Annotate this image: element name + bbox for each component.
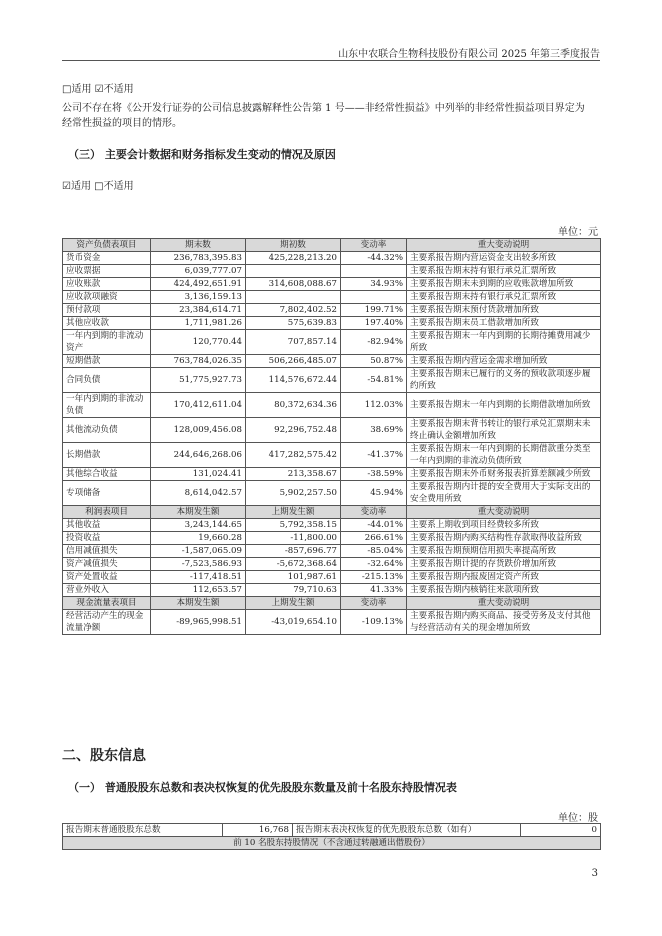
cell-current: -7,523,586.93 [151,558,246,571]
table-row [63,265,601,278]
cell-explanation: 主要系报告期内购买结构性存款取得收益所致 [407,532,601,545]
column-header-previous: 上期发生额 [246,506,341,519]
total-shareholders-value: 16,768 [223,824,293,837]
cell-previous: -5,672,368.64 [246,558,341,571]
column-header-change-rate: 变动率 [341,239,407,252]
table-row [63,418,601,443]
cell-current: 424,492,651.91 [151,278,246,291]
cell-explanation: 主要系报告期内营运金需求增加所致 [407,355,601,368]
cell-explanation: 主要系报告期末一年内到期的长期借款重分类至一年内到期的非流动负债所致 [407,443,601,468]
column-header-change-rate: 变动率 [341,506,407,519]
cell-item: 应收款项融资 [63,291,151,304]
cell-previous: 5,792,358.15 [246,519,341,532]
cell-item: 应收票据 [63,265,151,278]
cell-change-rate: 112.03% [341,393,407,418]
column-header-current: 本期发生额 [151,506,246,519]
shareholder-subsection-title: （一） 普通股股东总数和表决权恢复的优先股股东数量及前十名股东持股情况表 [68,781,457,794]
cell-explanation: 主要系报告期内购买商品、接受劳务及支付其他与经营活动有关的现金增加所致 [407,610,601,635]
cell-previous: -11,800.00 [246,532,341,545]
cell-explanation: 主要系报告期末未到期的应收账款增加所致 [407,278,601,291]
cell-item: 一年内到期的非流动负债 [63,393,151,418]
cell-explanation: 主要系报告期内计提的安全费用大于实际支出的安全费用所致 [407,481,601,506]
cell-item: 应收账款 [63,278,151,291]
table-row [63,291,601,304]
cell-change-rate: -44.32% [341,252,407,265]
cell-current: 3,136,159.13 [151,291,246,304]
nonrecurring-note-line1: 公司不存在将《公开发行证券的公司信息披露解释性公告第 1 号——非经常性损益》中列举的非经常性损益项目界定为 [62,103,585,114]
cell-change-rate: -32.64% [341,558,407,571]
table-row [63,837,601,850]
column-header-previous: 期初数 [246,239,341,252]
cell-current: 120,770.44 [151,330,246,355]
cell-item: 其他流动负债 [63,418,151,443]
table-row [63,368,601,393]
preferred-shareholders-value: 0 [521,824,601,837]
unit-label-yuan: 单位：元 [558,227,598,238]
cell-explanation: 主要系报告期末已履行的义务的预收款项逐步履约所致 [407,368,601,393]
cell-change-rate: 266.61% [341,532,407,545]
cell-previous [246,265,341,278]
table-row [63,545,601,558]
cell-explanation: 主要系报告期末预付货款增加所致 [407,304,601,317]
section3-options: ☑适用 □不适用 [62,181,134,192]
cell-previous: 707,857.14 [246,330,341,355]
table-row [63,824,601,837]
table-row [63,571,601,584]
cell-current: 170,412,611.04 [151,393,246,418]
table-row [63,584,601,597]
cell-change-rate: -85.04% [341,545,407,558]
column-header-current: 期末数 [151,239,246,252]
table-row [63,558,601,571]
cell-change-rate: 34.93% [341,278,407,291]
unit-label-shares: 单位：股 [558,813,598,824]
cell-previous [246,291,341,304]
cell-current: 128,009,456.08 [151,418,246,443]
shareholder-section-title: 二、股东信息 [62,748,146,764]
column-header-current: 本期发生额 [151,597,246,610]
cell-previous: 79,710.63 [246,584,341,597]
cell-item: 其他应收款 [63,317,151,330]
column-header-item: 资产负债表项目 [63,239,151,252]
table-row [63,252,601,265]
cell-change-rate: 199.71% [341,304,407,317]
cell-previous: 101,987.61 [246,571,341,584]
cell-change-rate [341,291,407,304]
cell-current: 8,614,042.57 [151,481,246,506]
table-row [63,317,601,330]
cell-explanation: 主要系报告期计提的存货跌价增加所致 [407,558,601,571]
cell-current: 6,039,777.07 [151,265,246,278]
cell-previous: 92,296,752.48 [246,418,341,443]
cell-change-rate: -38.59% [341,468,407,481]
cell-item: 其他收益 [63,519,151,532]
cell-item: 资产减值损失 [63,558,151,571]
column-header-item: 利润表项目 [63,506,151,519]
cell-explanation: 主要系报告期末外币财务报表折算差额减少所致 [407,468,601,481]
top10-header: 前 10 名股东持股情况（不含通过转融通出借股份） [63,837,601,850]
nonrecurring-options: □适用 ☑不适用 [62,84,134,95]
cell-item: 一年内到期的非流动资产 [63,330,151,355]
cell-item: 其他综合收益 [63,468,151,481]
cell-change-rate: 45.94% [341,481,407,506]
table-row [63,393,601,418]
cell-current: 23,384,614.71 [151,304,246,317]
cell-explanation: 主要系报告期末持有银行承兑汇票所致 [407,265,601,278]
cell-explanation: 主要系报告期末一年内到期的长期待摊费用减少所致 [407,330,601,355]
nonrecurring-note-line2: 经常性损益的项目的情形。 [62,118,182,129]
cell-previous: 5,902,257.50 [246,481,341,506]
cell-explanation: 主要系报告期末员工借款增加所致 [407,317,601,330]
cell-previous: 80,372,634.36 [246,393,341,418]
cell-previous: 114,576,672.44 [246,368,341,393]
cell-item: 短期借款 [63,355,151,368]
cell-explanation: 主要系上期收到项目经费较多所致 [407,519,601,532]
financial-change-table [62,238,601,635]
cell-item: 预付款项 [63,304,151,317]
cell-previous: 314,608,088.67 [246,278,341,291]
table-row [63,330,601,355]
cell-previous: 575,639.83 [246,317,341,330]
cell-change-rate: -41.37% [341,443,407,468]
table-row [63,304,601,317]
cell-current: 3,243,144.65 [151,519,246,532]
cell-current: 112,653.57 [151,584,246,597]
cell-item: 长期借款 [63,443,151,468]
table-row [63,519,601,532]
cell-change-rate [341,265,407,278]
cell-item: 信用减值损失 [63,545,151,558]
cell-change-rate: 197.40% [341,317,407,330]
cell-explanation: 主要系报告期末一年内到期的长期借款增加所致 [407,393,601,418]
cell-item: 投资收益 [63,532,151,545]
cell-item: 经营活动产生的现金流量净额 [63,610,151,635]
cell-explanation: 主要系报告期预期信用损失率提高所致 [407,545,601,558]
page-number: 3 [591,868,598,879]
total-shareholders-label: 报告期末普通股股东总数 [63,824,223,837]
section3-title: （三） 主要会计数据和财务指标发生变动的情况及原因 [68,148,336,161]
cell-current: 1,711,981.26 [151,317,246,330]
cell-change-rate: 50.87% [341,355,407,368]
table-header-row [63,239,601,252]
cell-current: 244,646,268.06 [151,443,246,468]
cell-previous: 417,282,575.42 [246,443,341,468]
table-row [63,481,601,506]
column-header-previous: 上期发生额 [246,597,341,610]
cell-change-rate: -82.94% [341,330,407,355]
cell-change-rate: -215.13% [341,571,407,584]
cell-change-rate: -54.81% [341,368,407,393]
cell-item: 资产处置收益 [63,571,151,584]
cell-explanation: 主要系报告期末背书转让的银行承兑汇票期末未终止确认金额增加所致 [407,418,601,443]
cell-explanation: 主要系报告期内核销往来款项所致 [407,584,601,597]
cell-change-rate: 41.33% [341,584,407,597]
cell-current: 763,784,026.35 [151,355,246,368]
cell-previous: -43,019,654.10 [246,610,341,635]
page-header: 山东中农联合生物科技股份有限公司 2025 年第三季度报告 [338,49,600,60]
cell-change-rate: -44.01% [341,519,407,532]
column-header-explanation: 重大变动说明 [407,506,601,519]
header-rule [62,60,600,61]
cell-change-rate: -109.13% [341,610,407,635]
column-header-change-rate: 变动率 [341,597,407,610]
cell-previous: 7,802,402.52 [246,304,341,317]
column-header-item: 现金流量表项目 [63,597,151,610]
cell-previous: 506,266,485.07 [246,355,341,368]
cell-current: 236,783,395.83 [151,252,246,265]
cell-item: 专项储备 [63,481,151,506]
column-header-explanation: 重大变动说明 [407,597,601,610]
table-header-row [63,506,601,519]
cell-previous: 425,228,213.20 [246,252,341,265]
table-row [63,610,601,635]
table-row [63,443,601,468]
cell-previous: -857,696.77 [246,545,341,558]
cell-previous: 213,358.67 [246,468,341,481]
cell-current: 131,024.41 [151,468,246,481]
cell-item: 合同负债 [63,368,151,393]
cell-item: 营业外收入 [63,584,151,597]
table-header-row [63,597,601,610]
cell-current: -1,587,065.09 [151,545,246,558]
cell-explanation: 主要系报告期内营运资金支出较多所致 [407,252,601,265]
cell-item: 货币资金 [63,252,151,265]
table-row [63,468,601,481]
cell-change-rate: 38.69% [341,418,407,443]
cell-current: -89,965,998.51 [151,610,246,635]
cell-current: 19,660.28 [151,532,246,545]
table-row [63,532,601,545]
column-header-explanation: 重大变动说明 [407,239,601,252]
table-row [63,278,601,291]
cell-current: -117,418.51 [151,571,246,584]
cell-explanation: 主要系报告期末持有银行承兑汇票所致 [407,291,601,304]
shareholder-table [62,823,601,850]
table-row [63,355,601,368]
preferred-shareholders-label: 报告期末表决权恢复的优先股股东总数（如有） [293,824,521,837]
cell-current: 51,775,927.73 [151,368,246,393]
cell-explanation: 主要系报告期内报废固定资产所致 [407,571,601,584]
